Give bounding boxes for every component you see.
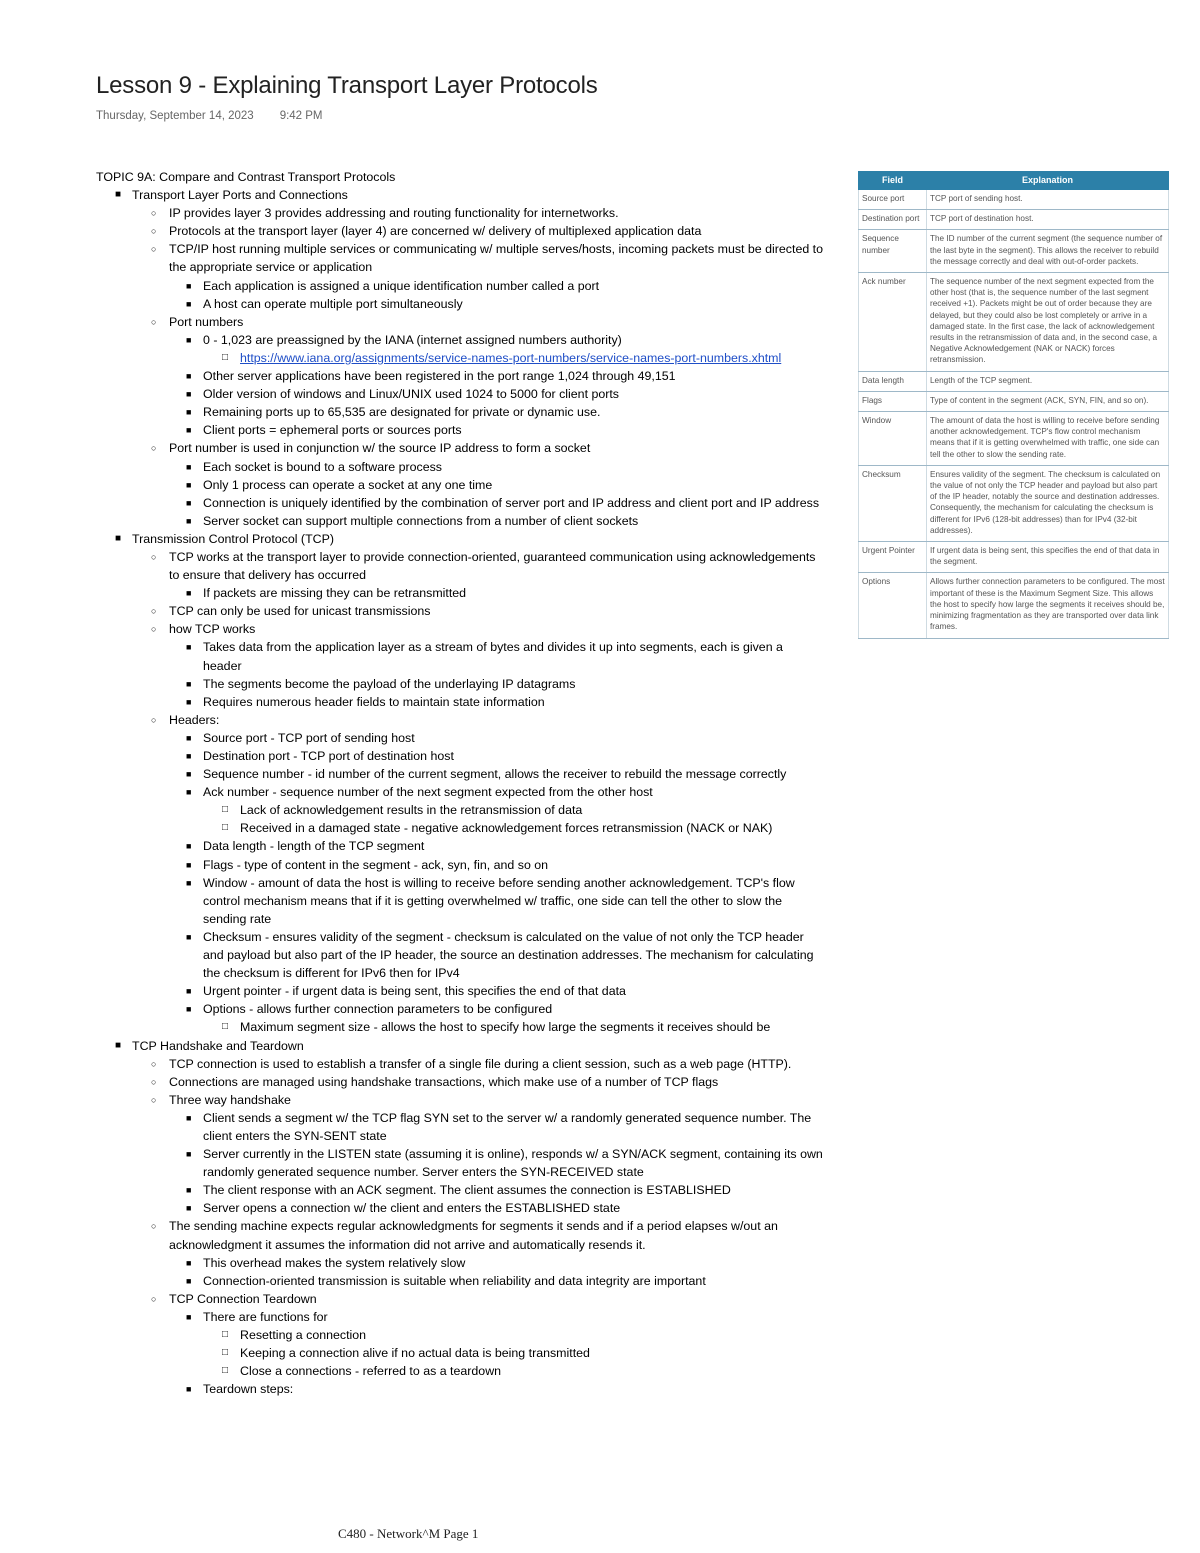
list-item — [96, 1037, 824, 1399]
bullet-square-icon: ■ — [186, 1203, 192, 1214]
table-cell-field: Window — [859, 412, 927, 466]
table-row — [859, 573, 1169, 638]
page-footer: C480 - Network^M Page 1 — [338, 1526, 479, 1541]
bullet-square-icon: ■ — [186, 859, 192, 870]
list-item: ■ Each socket is bound to a software process — [186, 459, 442, 474]
bullet-circle-icon: ○ — [151, 1058, 157, 1069]
bullet-square-icon: ■ — [186, 642, 192, 653]
list-item: ○ TCP can only be used for unicast transmissions — [151, 604, 431, 619]
table-cell-explanation: Ensures validity of the segment. The checksum is calculated on the value of not only the TCP header and payload but also part of the IP header, notably the source and destination addresses. Consequently, the mechanism for calculating the checksum is different for IPv6 (128-bit addresses) than for IPv4 (32-bit addresses). — [927, 465, 1169, 541]
bullet-square-icon: ■ — [186, 751, 192, 761]
list-item: □ Maximum segment size - allows the host to specify how large the segments it receives should be — [222, 1020, 771, 1035]
list-item: ■ Older version of windows and Linux/UNIX used 1024 to 5000 for client ports — [186, 387, 620, 402]
bullet-circle-icon: ○ — [151, 443, 157, 454]
table-row — [859, 230, 1169, 273]
list-item: ○ Connections are managed using handshake transactions, which make use of a number of TCP flags — [151, 1074, 719, 1089]
list-item: ○ Port number is used in conjunction w/ the source IP address to form a socket ■ Each socket is bound to a software process ■ Only 1 process can operate a socket at any one time ■ Connection is uniquely identified by the combination of server port and IP address and client port and IP address ■ Server socket can support multiple connections from a number of client sockets — [132, 439, 824, 529]
table-row — [859, 371, 1169, 391]
bullet-square-icon: ■ — [186, 280, 192, 291]
table-cell-explanation: Type of content in the segment (ACK, SYN, FIN, and so on). — [927, 391, 1169, 411]
bullet-square-icon: ■ — [186, 479, 192, 490]
list-item: ○ Three way handshake ■ Client sends a segment w/ the TCP flag SYN set to the server w/ a randomly generated sequence number. The client enters the SYN-SENT state ■ Server currently in the LISTEN state (assuming it is online), responds w/ a SYN/ACK segment, containing its own randomly generated sequence number. Server enters the SYN-RECEIVED state ■ The client response with an ACK segment. The client assumes the connection is ESTABLISHED ■ Server opens a connection w/ the client and enters the ESTABLISHED state — [132, 1091, 824, 1218]
list-item: ■ Window - amount of data the host is willing to receive before sending another acknowledgement. TCP's flow control mechanism means that if it is getting overwhelmed w/ traffic, one side can tell the other to slow the sending rate — [186, 875, 795, 926]
table-cell-field: Ack number — [859, 273, 927, 372]
bullet-circle-icon: ○ — [151, 1076, 157, 1087]
bullet-square-icon: ■ — [186, 787, 192, 798]
list-item: ■ Requires numerous header fields to maintain state information — [186, 694, 545, 709]
list-item: ○ TCP Connection Teardown ■ There are functions for □ Resetting a connection □ Keeping a connection alive if no actual data is being transmitted □ Close a connections - referred to as a teardown ■ Teardown steps: — [132, 1290, 824, 1399]
tcp-header-fields-table — [858, 171, 1169, 639]
bullet-square-icon: ■ — [186, 678, 192, 689]
bullet-hollow-square-icon: □ — [222, 1365, 229, 1377]
table-cell-field: Sequence number — [859, 230, 927, 273]
iana-link[interactable]: https://www.iana.org/assignments/service-names-port-numbers/service-names-port-numbers.xhtml — [240, 350, 782, 365]
table-cell-explanation: The sequence number of the next segment expected from the other host (that is, the sequence number of the last segment received +1). Packets might be out of order because they are delayed, but they could also be lost completely or arrive in a damaged state. In the first case, the lack of acknowledgement results in the retransmission of data and, in the second case, a Negative Acknowledgement (NAK or NACK) forces retransmission. — [927, 273, 1169, 372]
list-item: ■ Sequence number - id number of the current segment, allows the receiver to rebuild the message correctly — [186, 767, 787, 782]
page-title: Lesson 9 - Explaining Transport Layer Protocols — [96, 72, 598, 99]
page-datetime — [96, 110, 323, 122]
list-item: ■ The segments become the payload of the underlaying IP datagrams — [186, 676, 576, 691]
table-cell-field: Checksum — [859, 465, 927, 541]
list-item: ■ 0 - 1,023 are preassigned by the IANA (internet assigned numbers authority) □ https://www.iana.org/assignments/service-names-port-numbers/service-names-port-numbers.xhtml — [169, 331, 824, 367]
list-item: □ Keeping a connection alive if no actual data is being transmitted — [222, 1346, 590, 1361]
bullet-square-icon: ■ — [186, 1311, 192, 1322]
notes-body — [96, 168, 824, 1398]
table-cell-explanation: The amount of data the host is willing to receive before sending another acknowledgement. TCP's flow control mechanism means that if it is getting overwhelmed with traffic, one side can tell the other to slow the sending rate. — [927, 412, 1169, 466]
list-item: ○ Protocols at the transport layer (layer 4) are concerned w/ delivery of multiplexed application data — [151, 224, 702, 239]
page-time: 9:42 PM — [279, 110, 323, 122]
list-item: ○ Headers: ■ Source port - TCP port of sending host ■ Destination port - TCP port of destination host ■ Sequence number - id number of the current segment, allows the receiver to rebuild the message correctly ■ Ack number - sequence number of the next segment expected from the other host □ Lack of acknowledgement results in the retransmission of data □ Received in a damaged state - negative acknowledgement forces retransmission (NACK or NAK) ■ Data length - length of the TCP segment ■ Flags - type of content in the segment - ack, syn, fin, and so on ■ Window - amount of data the host is willing to receive before sending another acknowledgement. TCP's flow control mechanism means that if it is getting overwhelmed w/ traffic, one side can tell the other to slow the sending rate ■ Checksum - ensures validity of the segment - checksum is calculated on the value of not only the TCP header and payload but also part of the IP header, the source an destination addresses. The mechanism for calculating the checksum is different for IPv6 then for IPv4 ■ Urgent pointer - if urgent data is being sent, this specifies the end of that data ■ Options - allows further connection parameters to be configured □ Maximum segment size - allows the host to specify how large the segments it receives should be — [132, 711, 824, 1037]
bullet-square-icon: ■ — [115, 189, 122, 201]
list-item: □ Lack of acknowledgement results in the retransmission of data — [222, 803, 583, 818]
outline-level-1 — [96, 186, 824, 1398]
bullet-square-icon: ■ — [186, 407, 192, 418]
bullet-hollow-square-icon: □ — [222, 822, 229, 834]
table-header-explanation: Explanation — [927, 172, 1169, 190]
table-cell-explanation: The ID number of the current segment (the sequence number of the last byte in the segment). This allows the receiver to rebuild the message correctly and deal with out-of-order packets. — [927, 230, 1169, 273]
list-item: ○ IP provides layer 3 provides addressing and routing functionality for internetworks. — [151, 206, 619, 221]
bullet-circle-icon: ○ — [151, 1221, 157, 1232]
list-item: ■ Server currently in the LISTEN state (assuming it is online), responds w/ a SYN/ACK segment, containing its own randomly generated sequence number. Server enters the SYN-RECEIVED state — [186, 1147, 823, 1180]
list-item: ■ Other server applications have been registered in the port range 1,024 through 49,151 — [186, 369, 676, 384]
list-item: ■ Remaining ports up to 65,535 are designated for private or dynamic use. — [186, 405, 601, 420]
list-item: ■ Data length - length of the TCP segment — [186, 839, 425, 854]
bullet-square-icon: ■ — [186, 588, 192, 599]
section-heading-ports: Transport Layer Ports and Connections — [132, 188, 348, 203]
list-item: ■ Client sends a segment w/ the TCP flag SYN set to the server w/ a randomly generated sequence number. The client enters the SYN-SENT state — [186, 1110, 812, 1143]
bullet-square-icon: ■ — [186, 986, 192, 997]
section-heading-handshake: TCP Handshake and Teardown — [132, 1038, 304, 1053]
bullet-hollow-square-icon: □ — [222, 351, 229, 363]
table-row — [859, 542, 1169, 573]
bullet-circle-icon: ○ — [151, 208, 157, 219]
list-item: ■ Urgent pointer - if urgent data is being sent, this specifies the end of that data — [186, 984, 626, 999]
bullet-hollow-square-icon: □ — [222, 804, 229, 816]
bullet-square-icon: ■ — [186, 1004, 192, 1015]
list-item: ■ Each application is assigned a unique identification number called a port — [186, 278, 600, 293]
list-item: ■ Flags - type of content in the segment - ack, syn, fin, and so on — [186, 857, 549, 872]
list-item: ■ Server opens a connection w/ the client and enters the ESTABLISHED state — [186, 1201, 621, 1216]
bullet-circle-icon: ○ — [151, 624, 157, 635]
bullet-hollow-square-icon: □ — [222, 1347, 229, 1359]
list-item: ■ Source port - TCP port of sending host — [186, 730, 415, 745]
table-cell-field: Data length — [859, 371, 927, 391]
table-cell-field: Urgent Pointer — [859, 542, 927, 573]
bullet-square-icon: ■ — [186, 497, 192, 508]
bullet-square-icon: ■ — [186, 425, 192, 436]
list-item: ■ Client ports = ephemeral ports or sources ports — [186, 423, 462, 438]
table-cell-field: Options — [859, 573, 927, 638]
page-date: Thursday, September 14, 2023 — [96, 110, 254, 122]
list-item: ■ Takes data from the application layer as a stream of bytes and divides it up into segments, each is given a header — [186, 640, 783, 673]
list-item: ■ Connection is uniquely identified by the combination of server port and IP address and client port and IP address — [186, 495, 820, 510]
table-cell-field: Destination port — [859, 210, 927, 230]
list-item — [203, 349, 824, 367]
bullet-square-icon: ■ — [186, 1257, 192, 1268]
list-item: □ Close a connections - referred to as a teardown — [222, 1364, 502, 1379]
table-cell-explanation: Allows further connection parameters to be configured. The most important of these is the Maximum Segment Size. This allows the host to specify how large the segments it receives should be, minimizing fragmentation as they are transported over data link frames. — [927, 573, 1169, 638]
table-row — [859, 210, 1169, 230]
bullet-square-icon: ■ — [186, 931, 192, 942]
bullet-square-icon: ■ — [115, 1039, 122, 1051]
list-item: ○ TCP connection is used to establish a transfer of a single file during a client session, such as a web page (HTTP). — [151, 1056, 792, 1071]
bullet-square-icon: ■ — [186, 1149, 192, 1160]
topic-heading: TOPIC 9A: Compare and Contrast Transport Protocols — [96, 170, 396, 184]
bullet-square-icon: ■ — [186, 1185, 192, 1196]
table-cell-field: Flags — [859, 391, 927, 411]
bullet-square-icon: ■ — [186, 1384, 192, 1395]
table-cell-explanation: TCP port of destination host. — [927, 210, 1169, 230]
bullet-square-icon: ■ — [186, 841, 192, 852]
list-item: ○ The sending machine expects regular acknowledgments for segments it sends and if a period elapses w/out an acknowledgment it assumes the information did not arrive and automatically resends it. ■ This overhead makes the system relatively slow ■ Connection-oriented transmission is suitable when reliability and data integrity are important — [132, 1217, 824, 1289]
bullet-square-icon: ■ — [186, 298, 192, 309]
table-header-row — [859, 172, 1169, 190]
table-row — [859, 190, 1169, 210]
bullet-circle-icon: ○ — [151, 1094, 157, 1105]
list-item: ■ A host can operate multiple port simultaneously — [186, 296, 463, 311]
list-item: □ Received in a damaged state - negative acknowledgement forces retransmission (NACK or NAK) — [222, 821, 773, 836]
bullet-square-icon: ■ — [186, 732, 192, 743]
bullet-square-icon: ■ — [186, 769, 192, 780]
bullet-circle-icon: ○ — [151, 316, 157, 327]
bullet-square-icon: ■ — [186, 877, 192, 888]
bullet-square-icon: ■ — [186, 334, 192, 345]
table-row — [859, 391, 1169, 411]
list-item: ■ If packets are missing they can be retransmitted — [186, 586, 467, 601]
list-item: ■ Ack number - sequence number of the next segment expected from the other host □ Lack of acknowledgement results in the retransmission of data □ Received in a damaged state - negative acknowledgement forces retransmission (NACK or NAK) — [169, 783, 824, 837]
bullet-square-icon: ■ — [186, 389, 192, 400]
list-item: ■ This overhead makes the system relatively slow — [186, 1255, 466, 1270]
list-item: ■ Checksum - ensures validity of the segment - checksum is calculated on the value of not only the TCP header and payload but also part of the IP header, the source an destination addresses. The mechanism for calculating the checksum is different for IPv6 then for IPv4 — [186, 929, 814, 981]
bullet-circle-icon: ○ — [151, 1293, 157, 1304]
list-item: ○ TCP/IP host running multiple services or communicating w/ multiple serves/hosts, incoming packets must be directed to the appropriate service or application ■ Each application is assigned a unique identification number called a port ■ A host can operate multiple port simultaneously — [132, 240, 824, 312]
table-row — [859, 465, 1169, 541]
bullet-circle-icon: ○ — [151, 714, 157, 725]
list-item: ○ how TCP works ■ Takes data from the application layer as a stream of bytes and divides it up into segments, each is given a header ■ The segments become the payload of the underlaying IP datagrams ■ Requires numerous header fields to maintain state information — [132, 620, 824, 710]
bullet-square-icon: ■ — [186, 696, 192, 707]
bullet-circle-icon: ○ — [151, 606, 157, 617]
list-item: ○ TCP works at the transport layer to provide connection-oriented, guaranteed communication using acknowledgements to ensure that delivery has occurred ■ If packets are missing they can be retransmitted — [132, 548, 824, 602]
list-item: ■ The client response with an ACK segment. The client assumes the connection is ESTABLISHED — [186, 1183, 731, 1198]
table-cell-explanation: If urgent data is being sent, this specifies the end of that data in the segment. — [927, 542, 1169, 573]
bullet-circle-icon: ○ — [151, 551, 157, 562]
table-cell-explanation: TCP port of sending host. — [927, 190, 1169, 210]
bullet-square-icon: ■ — [186, 461, 192, 472]
table-cell-field: Source port — [859, 190, 927, 210]
bullet-circle-icon: ○ — [151, 226, 157, 237]
list-item: ■ Only 1 process can operate a socket at any one time — [186, 477, 493, 492]
bullet-square-icon: ■ — [186, 1112, 192, 1123]
bullet-hollow-square-icon: □ — [222, 1021, 229, 1033]
bullet-square-icon: ■ — [186, 371, 192, 382]
table-cell-explanation: Length of the TCP segment. — [927, 371, 1169, 391]
list-item: ■ There are functions for □ Resetting a connection □ Keeping a connection alive if no actual data is being transmitted □ Close a connections - referred to as a teardown — [169, 1308, 824, 1380]
list-item: ■ Destination port - TCP port of destination host — [186, 749, 454, 763]
bullet-square-icon: ■ — [186, 1275, 192, 1286]
table-header-field: Field — [859, 172, 927, 190]
list-item: ■ Options - allows further connection parameters to be configured □ Maximum segment size - allows the host to specify how large the segments it receives should be — [169, 1000, 824, 1036]
list-item: □ Resetting a connection — [222, 1328, 367, 1342]
list-item: ■ Server socket can support multiple connections from a number of client sockets — [186, 513, 639, 528]
bullet-square-icon: ■ — [115, 532, 122, 544]
table-row — [859, 273, 1169, 372]
table-row — [859, 412, 1169, 466]
bullet-circle-icon: ○ — [151, 244, 157, 255]
list-item: ■ Teardown steps: — [186, 1382, 294, 1397]
bullet-square-icon: ■ — [186, 515, 192, 526]
bullet-hollow-square-icon: □ — [222, 1329, 229, 1340]
list-item — [96, 186, 824, 530]
list-item: ■ Connection-oriented transmission is suitable when reliability and data integrity are important — [186, 1273, 706, 1288]
list-item: ○ Port numbers ■ 0 - 1,023 are preassigned by the IANA (internet assigned numbers authority) □ https://www.iana.org/assignments/service-names-port-numbers/service-names-port-numbers.xhtml ■ Other server applications have been registered in the port range 1,024 through 49,151 ■ Older version of windows and Linux/UNIX used 1024 to 5000 for client ports ■ Remaining ports up to 65,535 are designated for private or dynamic use. ■ Client ports = ephemeral ports or sources ports — [132, 313, 824, 440]
section-heading-tcp: Transmission Control Protocol (TCP) — [132, 531, 334, 546]
list-item — [96, 530, 824, 1037]
